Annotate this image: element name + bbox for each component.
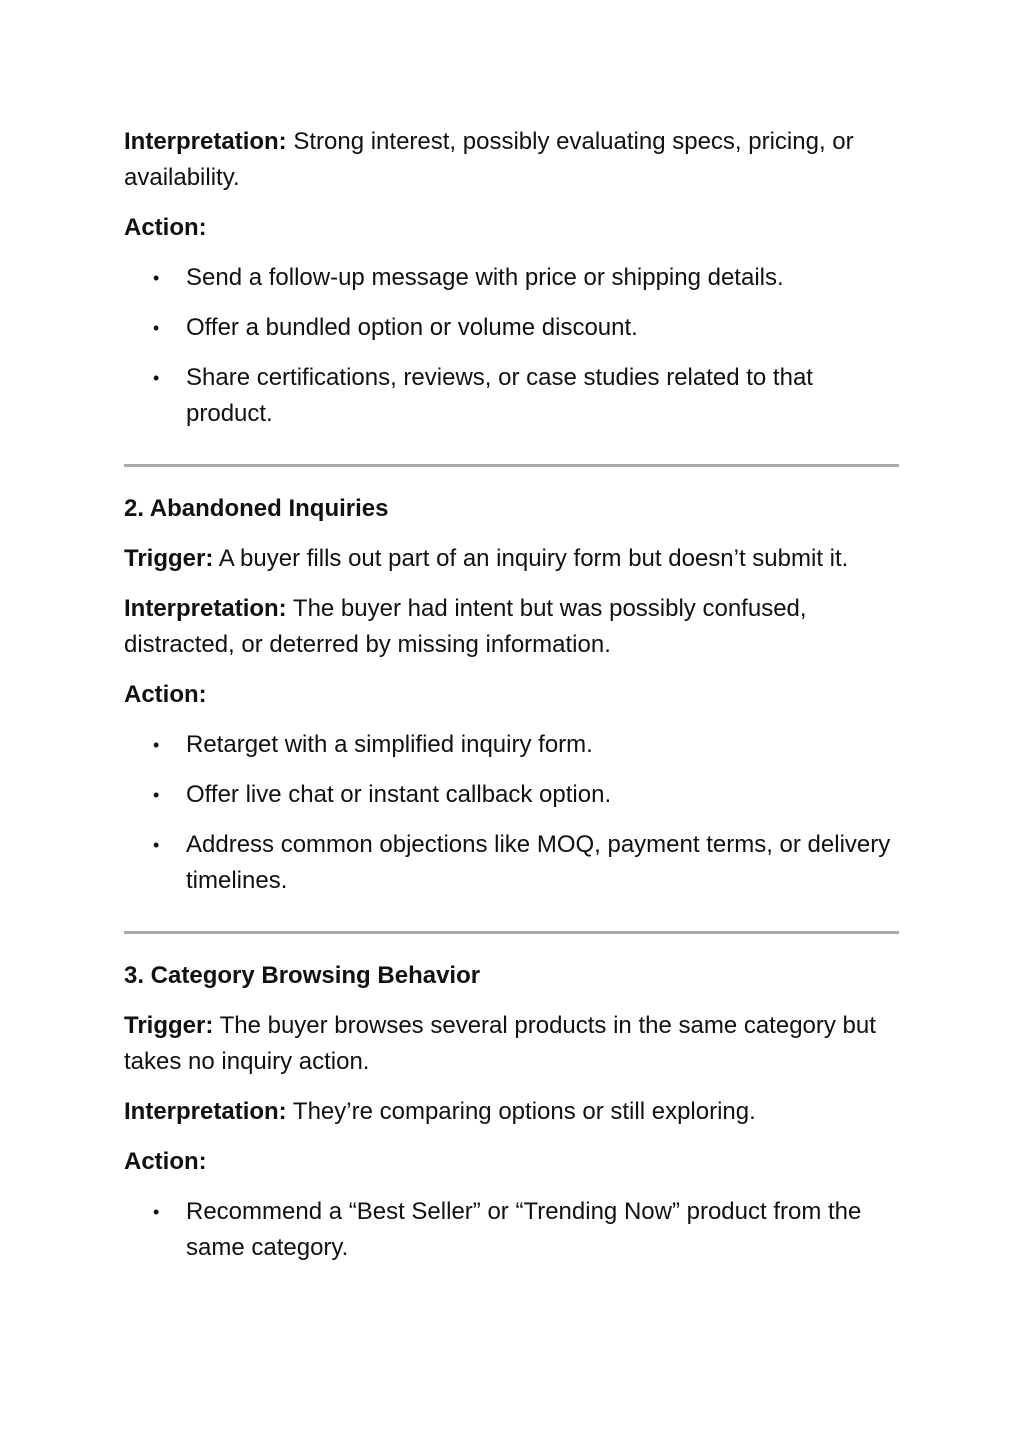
bullet-icon: • bbox=[153, 1202, 160, 1222]
interpretation-label: Interpretation: bbox=[124, 1098, 287, 1125]
intro-action-list bbox=[124, 260, 899, 432]
list-item bbox=[124, 727, 899, 763]
document-content bbox=[124, 124, 899, 1280]
bullet-icon: • bbox=[153, 835, 160, 855]
interpretation-text: They’re comparing options or still exploring. bbox=[286, 1098, 756, 1125]
list-item-text: Address common objections like MOQ, payment terms, or delivery timelines. bbox=[186, 831, 891, 894]
interpretation-label: Interpretation: bbox=[124, 595, 287, 622]
trigger-text: A buyer fills out part of an inquiry form but doesn’t submit it. bbox=[213, 545, 849, 572]
list-item-text: Recommend a “Best Seller” or “Trending Now” product from the same category. bbox=[186, 1198, 862, 1261]
trigger-text: The buyer browses several products in the same category but takes no inquiry action. bbox=[124, 1012, 876, 1075]
bullet-icon: • bbox=[153, 318, 160, 338]
section-divider bbox=[124, 464, 899, 467]
intro-interpretation bbox=[124, 124, 899, 196]
trigger-label: Trigger: bbox=[124, 1012, 214, 1039]
interpretation-label: Interpretation: bbox=[124, 128, 287, 155]
list-item bbox=[124, 1194, 899, 1266]
intro-action-label: Action: bbox=[124, 214, 207, 241]
bullet-icon: • bbox=[153, 735, 160, 755]
list-item-text: Send a follow-up message with price or shipping details. bbox=[186, 264, 784, 291]
list-item bbox=[124, 260, 899, 296]
list-item-text: Offer a bundled option or volume discount. bbox=[186, 314, 638, 341]
trigger-label: Trigger: bbox=[124, 545, 214, 572]
list-item-text: Share certifications, reviews, or case studies related to that product. bbox=[186, 364, 813, 427]
section2-action-label: Action: bbox=[124, 681, 207, 708]
interpretation-text: Strong interest, possibly evaluating specs, pricing, or availability. bbox=[124, 128, 854, 191]
list-item bbox=[124, 777, 899, 813]
bullet-icon: • bbox=[153, 268, 160, 288]
bullet-icon: • bbox=[153, 785, 160, 805]
list-item bbox=[124, 827, 899, 899]
section2-interpretation bbox=[124, 591, 899, 663]
section-title-category-browsing: 3. Category Browsing Behavior bbox=[124, 962, 481, 989]
section2-action-list bbox=[124, 727, 899, 899]
section-divider bbox=[124, 931, 899, 934]
section3-trigger bbox=[124, 1008, 899, 1080]
bullet-icon: • bbox=[153, 368, 160, 388]
list-item-text: Offer live chat or instant callback option. bbox=[186, 781, 612, 808]
list-item-text: Retarget with a simplified inquiry form. bbox=[186, 731, 593, 758]
section3-interpretation bbox=[124, 1094, 899, 1130]
list-item bbox=[124, 310, 899, 346]
interpretation-text: The buyer had intent but was possibly confused, distracted, or deterred by missing information. bbox=[124, 595, 807, 658]
list-item bbox=[124, 360, 899, 432]
section3-action-label: Action: bbox=[124, 1148, 207, 1175]
section-title-abandoned-inquiries: 2. Abandoned Inquiries bbox=[124, 495, 389, 522]
section2-trigger bbox=[124, 541, 899, 577]
section3-action-list bbox=[124, 1194, 899, 1266]
